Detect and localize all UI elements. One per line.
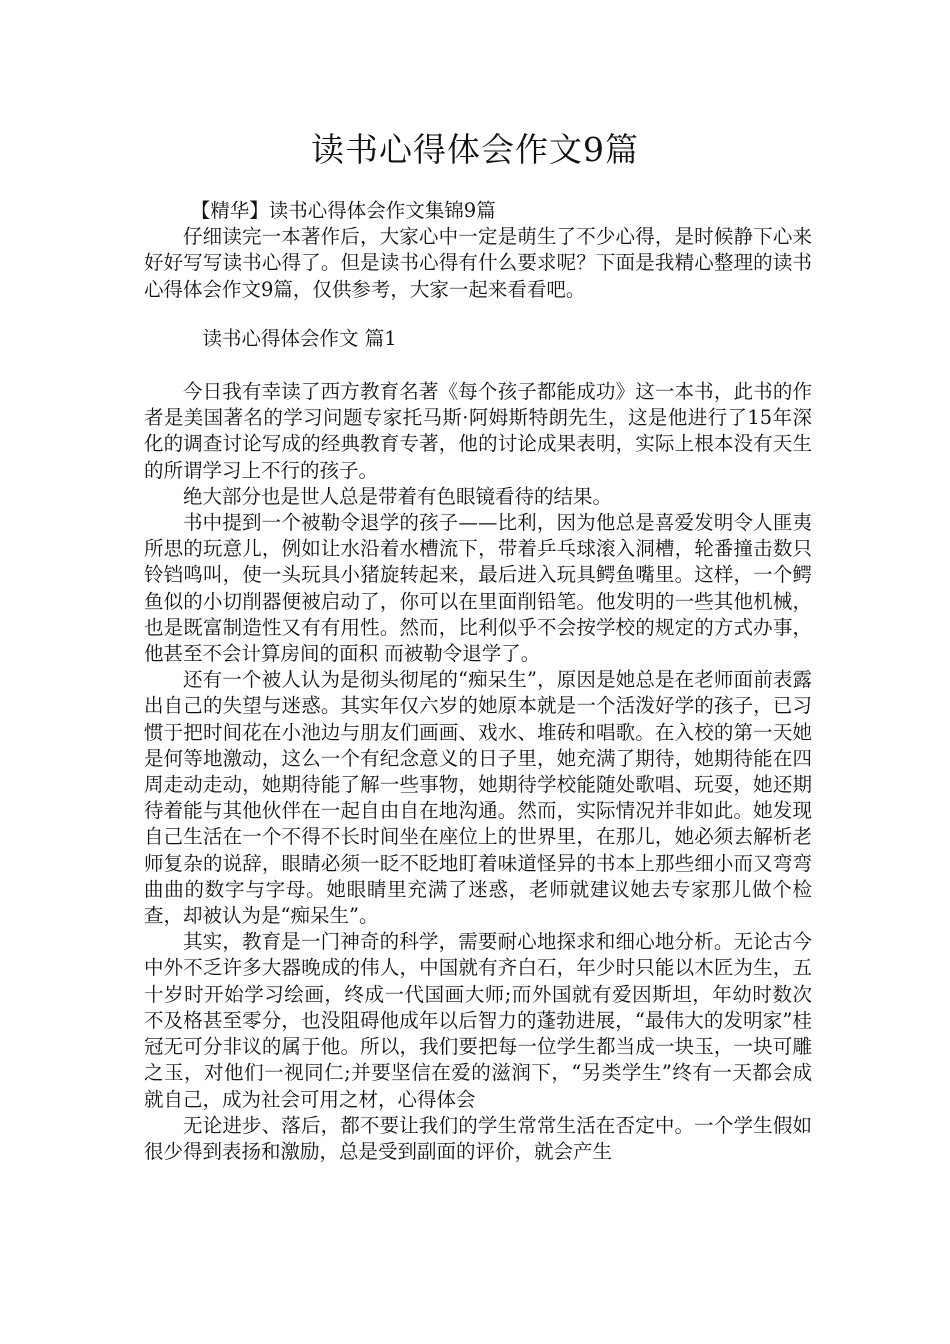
spacer: [144, 303, 812, 326]
intro-paragraph: 仔细读完一本著作后，大家心中一定是萌生了不少心得，是时候静下心来好好写写读书心得了。但是读书心得有什么要求呢？下面是我精心整理的读书心得体会作文9篇，仅供参考，大家一起来看看吧。: [144, 225, 812, 301]
body-paragraph: 其实，教育是一门神奇的科学，需要耐心地探求和细心地分析。无论古今中外不乏许多大器晚成的伟人，中国就有齐白石，年少时只能以木匠为生，五十岁时开始学习绘画，终成一代国画大师;而外国就有爱因斯坦，年幼时数次不及格甚至零分，也没阻碍他成年以后智力的蓬勃进展，“最伟大的发明家”桂冠无可分非议的属于他。所以，我们要把每一位学生都当成一块玉，一块可雕之玉，对他们一视同仁;并要坚信在爱的滋润下，“另类学生”终有一天都会成就自己，成为社会可用之材，心得体会: [144, 930, 812, 1111]
body-paragraph: 无论进步、落后，都不要让我们的学生常常生活在否定中。一个学生假如很少得到表扬和激励，总是受到副面的评价，就会产生: [144, 1113, 812, 1163]
body-paragraph: 还有一个被人认为是彻头彻尾的“痴呆生”，原因是她总是在老师面前表露出自己的失望与迷惑。其实年仅六岁的她原本就是一个活泼好学的孩子，已习惯于把时间花在小池边与朋友们画画、戏水、堆砖和唱歌。在入校的第一天她是何等地激动，这么一个有纪念意义的日子里，她充满了期待，她期待能在四周走动走动，她期待能了解一些事物，她期待学校能随处歌唱、玩耍，她还期待着能与其他伙伴在一起自由自在地沟通。然而，实际情况并非如此。她发现自己生活在一个不得不长时间坐在座位上的世界里，在那儿，她必须去解析老师复杂的说辞，眼睛必须一眨不眨地盯着味道怪异的书本上那些细小而又弯弯曲曲的数字与字母。她眼睛里充满了迷惑，老师就建议她去专家那儿做个检查，却被认为是“痴呆生”。: [144, 668, 812, 928]
section-heading: 读书心得体会作文 篇1: [202, 326, 397, 350]
body-paragraph: 书中提到一个被勒令退学的孩子——比利，因为他总是喜爱发明令人匪夷所思的玩意儿，例如让水沿着水槽流下，带着乒乓球滚入洞槽，轮番撞击数只铃铛鸣叫，使一头玩具小猪旋转起来，最后进入玩具鳄鱼嘴里。这样，一个鳄鱼似的小切削器便被启动了，你可以在里面削铅笔。他发明的一些其他机械，也是既富制造性又有有用性。然而，比利似乎不会按学校的规定的方式办事，他甚至不会计算房间的面积 而被勒令退学了。: [144, 511, 812, 666]
body-paragraph: 绝大部分也是世人总是带着有色眼镜看待的结果。: [183, 484, 613, 508]
document-title: 读书心得体会作文9篇: [311, 130, 639, 169]
spacer: [144, 352, 812, 379]
body-paragraph: 今日我有幸读了西方教育名著《每个孩子都能成功》这一本书，此书的作者是美国著名的学习问题专家托马斯·阿姆斯特朗先生，这是他进行了15年深化的调查讨论写成的经典教育专著，他的讨论成果表明，实际上根本没有天生的所谓学习上不行的孩子。: [144, 380, 812, 482]
document-subtitle: 【精华】读书心得体会作文集锦9篇: [190, 199, 496, 222]
document-body: [144, 198, 812, 1165]
